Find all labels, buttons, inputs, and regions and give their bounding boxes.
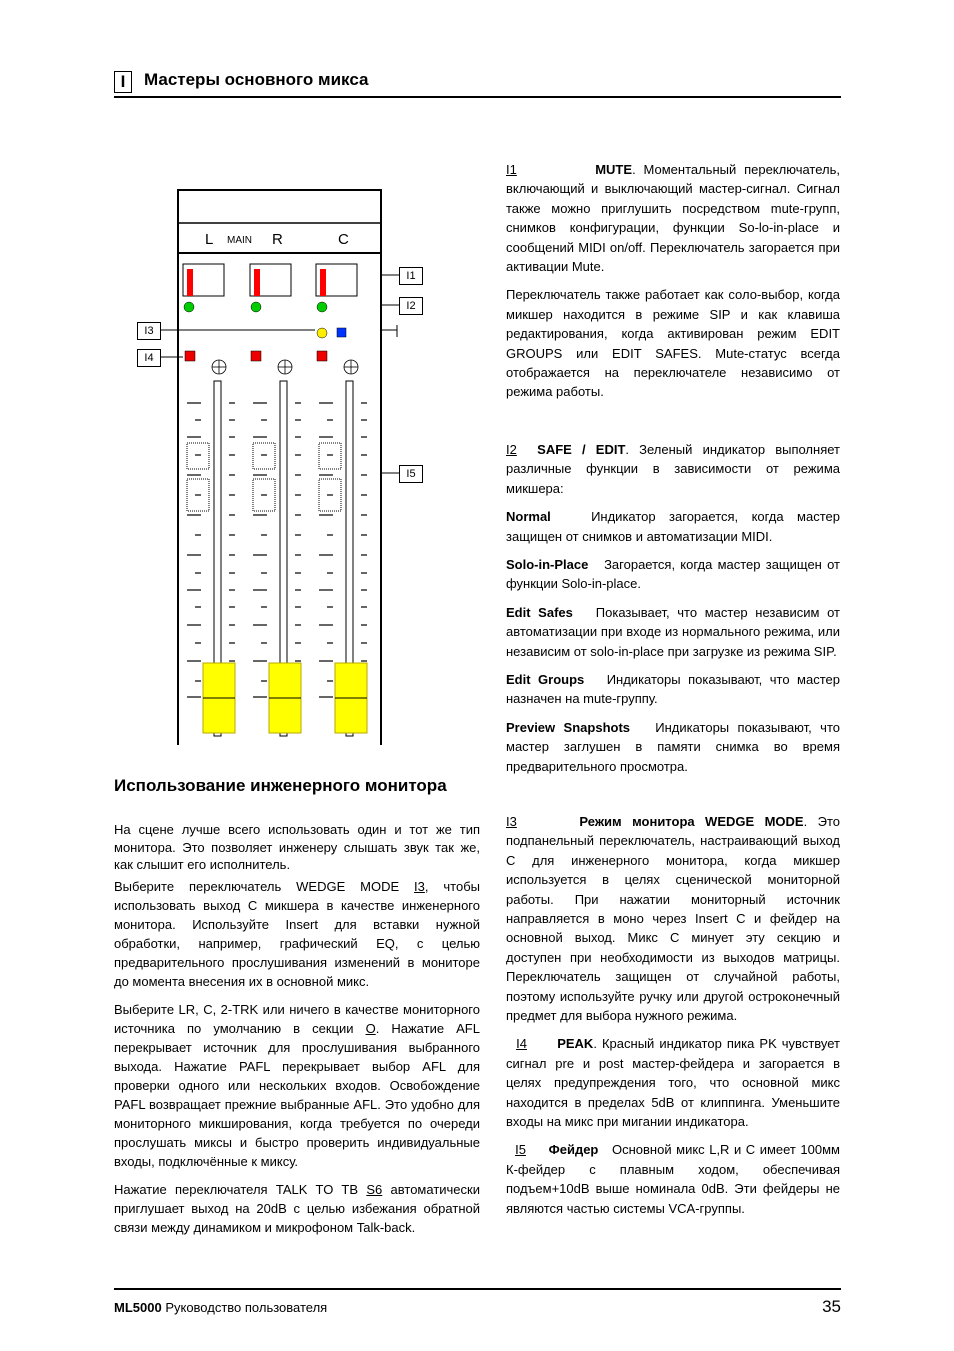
safe-led-c [317, 302, 327, 312]
page-footer [114, 1288, 841, 1316]
right-column [506, 160, 840, 1227]
left-p3: Выберите LR, C, 2-TRK или ничего в качестве мониторного источника по умолчанию в секции O. Нажатие AFL перекрывает источник для прослушивания выбранного выхода. Нажатие PAFL перекрывает выбор AFL для проверки одного или нескольких входов. Освобождение PAFL возвращает прежние выбранные AFL. Это удобно для мониторного микширования, когда требуется по очереди прослушать миксы и быстро проверить индивидуальные входы, подключённые к миксу. [114, 1001, 480, 1169]
i2-text: . Зеленый индикатор выполняет различные функции в зависимости от режима микшера: [506, 441, 840, 496]
safe-led-r [251, 302, 261, 312]
section-header [114, 66, 841, 98]
wedge-led [317, 328, 327, 338]
page-number: 35 [822, 1297, 841, 1316]
mode-edit-groups: Edit Groups Индикаторы показывают, что мастер назначен на mute-группу. [506, 671, 840, 707]
i2-tag: I2 [506, 441, 517, 457]
safe-led-l [184, 302, 194, 312]
i4-text: . Красный индикатор пика PK чувствует сигнал pre и post мастер-фейдера и загорается в целях предупреждения того, что основной микс находится в пределах 5dB от клиппинга. Уменьшите входы на микс при мигании индикатора. [506, 1036, 841, 1130]
i3-paragraph [506, 812, 840, 1025]
fader-caps [203, 663, 367, 733]
section-letter: I [114, 71, 132, 93]
diagram-svg [135, 185, 425, 750]
wedge-switch [337, 328, 346, 337]
i5-paragraph [506, 1140, 840, 1218]
i5-tag: I5 [515, 1142, 526, 1158]
i4-label: PEAK [557, 1036, 594, 1052]
footer-manual: ML5000 Руководство пользователя [114, 1300, 328, 1315]
label-main: MAIN [227, 235, 252, 246]
callout-i1: I1 [399, 267, 423, 285]
i1-paragraph-2: Переключатель также работает как соло-выбор, когда микшер находится в режиме SIP и как клавиша редактирования, когда активирован режим EDIT GROUPS или EDIT SAFES. Mute-статус всегда отображается на переключателе независимо от режима работы. [506, 287, 840, 400]
label-left: L [205, 231, 214, 248]
i5-text: Основной микс L,R и C имеет 100мм К-фейдер с плавным ходом, обеспечивая подъем+10dB выше номинала 0dB. Эти фейдеры не являются частью системы VCA-группы. [506, 1142, 840, 1216]
peak-led-l [185, 351, 195, 361]
i1-label: MUTE [595, 162, 633, 177]
i1-text: . Моментальный переключатель, включающий и выключающий мастер-сигнал. Сигнал также можно приглушить посредством mute-групп, снимков конфигурации, функции So-lo-in-place и сообщений MIDI on/off. Переключатель загорается при активации Mute. [506, 162, 840, 275]
mute-buttons [183, 264, 357, 296]
callout-i4: I4 [137, 349, 161, 367]
left-p2: Выберите переключатель WEDGE MODE I3, чтобы использовать выход С микшера в качестве инженерного монитора. Используйте Insert для вставки нужной обработки, например, графический EQ, с целью предварительного прослушивания изменений в мониторе до момента внесения их в основной микс. [114, 878, 480, 989]
monitor-heading: Использование инженерного монитора [114, 776, 447, 795]
i2-label: SAFE / EDIT [537, 441, 626, 457]
i4-tag: I4 [516, 1036, 527, 1052]
master-fader-diagram [135, 185, 425, 750]
i2-paragraph [506, 440, 840, 498]
mode-preview: Preview Snapshots Индикаторы показывают, что мастер заглушен в памяти снимка во время предварительного просмотра. [506, 719, 840, 774]
i1-tag: I1 [506, 162, 517, 177]
mode-sip: Solo-in-Place Загорается, когда мастер защищен от функции Solo-in-place. [506, 556, 840, 592]
i5-label: Фейдер [548, 1142, 599, 1158]
i1-paragraph [506, 160, 840, 276]
left-p1: На сцене лучше всего использовать один и тот же тип монитора. Это позволяет инженеру слышать звук так же, как слышит его исполнитель. [114, 822, 480, 872]
left-column [114, 821, 480, 1246]
callout-i3: I3 [137, 322, 161, 340]
peak-led-r [251, 351, 261, 361]
i4-paragraph [506, 1034, 840, 1131]
callout-i2: I2 [399, 297, 423, 315]
section-title: Мастеры основного микса [144, 70, 369, 89]
label-center: C [338, 231, 349, 248]
i3-label: Режим монитора WEDGE MODE [579, 813, 804, 829]
mode-edit-safes: Edit Safes Показывает, что мастер независим от автоматизации при входе из нормального режима, или независим от solo-in-place при загрузке из режима SIP. [506, 604, 841, 659]
mode-normal: Normal Индикатор загорается, когда мастер защищен от снимков и автоматизации MIDI. [506, 509, 840, 544]
peak-led-c [317, 351, 327, 361]
label-right: R [272, 231, 283, 248]
i3-text: . Это подпанельный переключатель, настраивающий выход С для инженерного монитора, когда микшер используется в целях сценической мониторной работы. При нажатии мониторный источник направляется в моно через Insert C и фейдер на основной выход. Микс С минует эту секцию и доступен при необходимости из выходов матрицы. Переключатель защищен от случайной работы, поэтому используйте ручку или другой остроконечный предмет для выбора нужного режима. [506, 813, 841, 1024]
i3-tag: I3 [506, 813, 517, 829]
left-p4: Нажатие переключателя TALK TO TB S6 автоматически приглушает выход на 20dB с целью избежания обратной связи между динамиком и микрофоном Talk-back. [114, 1181, 480, 1235]
callout-i5: I5 [399, 465, 423, 483]
